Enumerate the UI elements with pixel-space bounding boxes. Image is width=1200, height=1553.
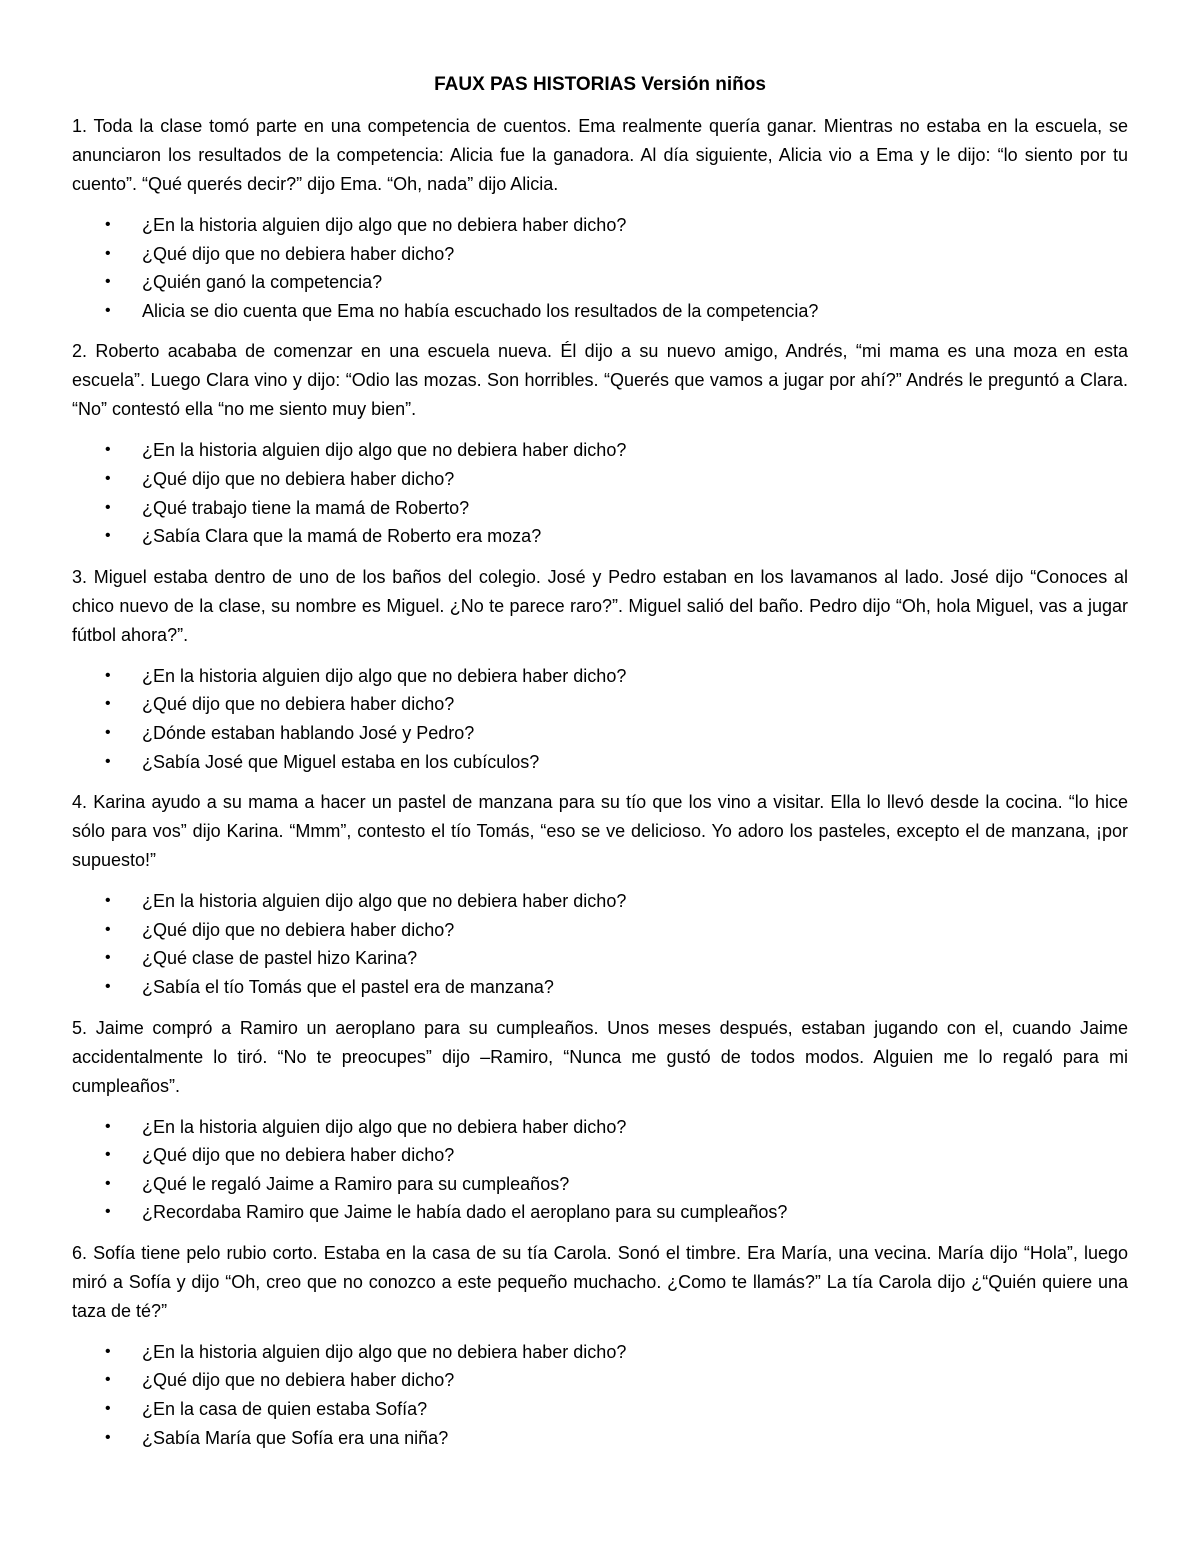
question-item: [72, 887, 1128, 916]
story-section: [72, 1014, 1128, 1227]
bullet-icon: •: [105, 1174, 111, 1192]
question-item: [72, 522, 1128, 551]
question-text: ¿En la historia alguien dijo algo que no debiera haber dicho?: [142, 891, 627, 912]
bullet-icon: •: [105, 216, 111, 233]
bullet-icon: •: [105, 666, 111, 684]
story-list: [72, 112, 1128, 1452]
story-paragraph: 6. Sofía tiene pelo rubio corto. Estaba en la casa de su tía Carola. Sonó el timbre. Era María, una vecina. María dijo “Hola”, luego miró a Sofía y dijo “Oh, creo que no conozco a este pequeño muchacho. ¿Como te llamás?” La tía Carola dijo ¿“Quién quiere una taza de té?”: [72, 1242, 1128, 1321]
question-item: [72, 436, 1128, 465]
question-item: [72, 465, 1128, 494]
question-text: ¿Sabía José que Miguel estaba en los cubículos?: [142, 751, 540, 772]
bullet-icon: •: [105, 752, 111, 770]
bullet-icon: •: [105, 1371, 111, 1389]
question-item: [72, 1395, 1128, 1424]
bullet-icon: •: [105, 244, 111, 262]
question-text: ¿En la historia alguien dijo algo que no debiera haber dicho?: [142, 215, 627, 235]
question-text: ¿Qué dijo que no debiera haber dicho?: [142, 919, 455, 940]
question-item: [72, 944, 1128, 973]
question-list: [72, 436, 1128, 550]
page-title: FAUX PAS HISTORIAS Versión niños: [434, 74, 766, 95]
bullet-icon: •: [105, 977, 111, 995]
story-paragraph: 3. Miguel estaba dentro de uno de los baños del colegio. José y Pedro estaban en los lavamanos al lado. José dijo “Conoces al chico nuevo de la clase, su nombre es Miguel. ¿No te parece raro?”. Miguel salió del baño. Pedro dijo “Oh, hola Miguel, vas a jugar fútbol ahora?”.: [72, 566, 1128, 645]
question-item: [72, 297, 1128, 326]
bullet-icon: •: [105, 1342, 111, 1360]
bullet-icon: •: [105, 1400, 111, 1418]
document-page: [72, 70, 1128, 1464]
question-item: [72, 1141, 1128, 1170]
question-text: ¿Quién ganó la competencia?: [142, 272, 383, 293]
story-paragraph: 1. Toda la clase tomó parte en una competencia de cuentos. Ema realmente quería ganar. Mientras no estaba en la escuela, se anunciaron los resultados de la competencia: Alicia fue la ganadora. Al día siguiente, Alicia vio a Ema y le dijo: “lo siento por tu cuento”. “Qué querés decir?” dijo Ema. “Oh, nada” dijo Alicia.: [72, 116, 1128, 194]
question-item: [72, 1338, 1128, 1367]
question-text: ¿Qué dijo que no debiera haber dicho?: [142, 1145, 455, 1166]
question-item: [72, 748, 1128, 777]
question-item: [72, 973, 1128, 1002]
question-list: [72, 887, 1128, 1001]
bullet-icon: •: [105, 1117, 111, 1135]
bullet-icon: •: [105, 1146, 111, 1164]
question-text: ¿En la historia alguien dijo algo que no debiera haber dicho?: [142, 440, 627, 461]
question-list: [72, 211, 1128, 325]
bullet-icon: •: [105, 949, 111, 967]
question-text: ¿En la historia alguien dijo algo que no debiera haber dicho?: [142, 1116, 627, 1137]
bullet-icon: •: [105, 527, 111, 545]
bullet-icon: •: [105, 695, 111, 713]
question-item: [72, 1424, 1128, 1453]
question-text: ¿Qué dijo que no debiera haber dicho?: [142, 1370, 455, 1391]
question-item: [72, 1366, 1128, 1395]
question-text: ¿Qué dijo que no debiera haber dicho?: [142, 243, 455, 264]
question-item: [72, 662, 1128, 691]
bullet-icon: •: [105, 723, 111, 741]
question-text: ¿Recordaba Ramiro que Jaime le había dado el aeroplano para su cumpleaños?: [142, 1202, 788, 1223]
question-text: ¿Sabía el tío Tomás que el pastel era de manzana?: [142, 976, 554, 997]
question-item: [72, 240, 1128, 269]
question-list: [72, 662, 1128, 776]
question-list: [72, 1338, 1128, 1452]
question-item: [72, 1170, 1128, 1199]
question-item: [72, 719, 1128, 748]
question-text: ¿Qué dijo que no debiera haber dicho?: [142, 694, 455, 715]
story-paragraph: 2. Roberto acababa de comenzar en una escuela nueva. Él dijo a su nuevo amigo, Andrés, “mi mama es una moza en esta escuela”. Luego Clara vino y dijo: “Odio las mozas. Son horribles. “Querés que vamos a jugar por ahí?” Andrés le preguntó a Clara. “No” contestó ella “no me siento muy bien”.: [72, 341, 1128, 420]
question-text: ¿Qué trabajo tiene la mamá de Roberto?: [142, 497, 470, 518]
bullet-icon: •: [105, 892, 111, 910]
question-text: Alicia se dio cuenta que Ema no había escuchado los resultados de la competencia?: [142, 300, 819, 321]
story-section: [72, 1239, 1128, 1452]
question-text: ¿Sabía María que Sofía era una niña?: [142, 1427, 449, 1448]
question-text: ¿Dónde estaban hablando José y Pedro?: [142, 722, 475, 743]
question-item: [72, 268, 1128, 297]
question-text: ¿En la casa de quien estaba Sofía?: [142, 1399, 428, 1420]
question-item: [72, 916, 1128, 945]
bullet-icon: •: [105, 273, 111, 291]
bullet-icon: •: [105, 441, 111, 459]
question-text: ¿Sabía Clara que la mamá de Roberto era moza?: [142, 526, 542, 547]
story-section: [72, 788, 1128, 1001]
bullet-icon: •: [105, 301, 111, 319]
question-text: ¿Qué dijo que no debiera haber dicho?: [142, 468, 455, 489]
question-item: [72, 1198, 1128, 1227]
question-item: [72, 1113, 1128, 1142]
question-item: [72, 690, 1128, 719]
story-section: [72, 563, 1128, 776]
story-section: [72, 337, 1128, 550]
story-section: [72, 112, 1128, 325]
question-text: ¿En la historia alguien dijo algo que no debiera haber dicho?: [142, 665, 627, 686]
story-paragraph: 4. Karina ayudo a su mama a hacer un pastel de manzana para su tío que los vino a visitar. Ella lo llevó desde la cocina. “lo hice sólo para vos” dijo Karina. “Mmm”, contesto el tío Tomás, “eso se ve delicioso. Yo adoro los pasteles, excepto el de manzana, ¡por supuesto!”: [72, 792, 1128, 871]
bullet-icon: •: [105, 469, 111, 487]
question-item: [72, 494, 1128, 523]
bullet-icon: •: [105, 920, 111, 938]
bullet-icon: •: [105, 1203, 111, 1221]
bullet-icon: •: [105, 1428, 111, 1446]
bullet-icon: •: [105, 498, 111, 516]
question-text: ¿Qué le regaló Jaime a Ramiro para su cumpleaños?: [142, 1173, 570, 1194]
question-list: [72, 1113, 1128, 1227]
story-paragraph: 5. Jaime compró a Ramiro un aeroplano para su cumpleaños. Unos meses después, estaban jugando con el, cuando Jaime accidentalmente lo tiró. “No te preocupes” dijo –Ramiro, “Nunca me gustó de todos modos. Alguien me lo regaló para mi cumpleaños”.: [72, 1017, 1128, 1096]
question-text: ¿Qué clase de pastel hizo Karina?: [142, 948, 418, 969]
question-item: [72, 211, 1128, 240]
question-text: ¿En la historia alguien dijo algo que no debiera haber dicho?: [142, 1341, 627, 1362]
